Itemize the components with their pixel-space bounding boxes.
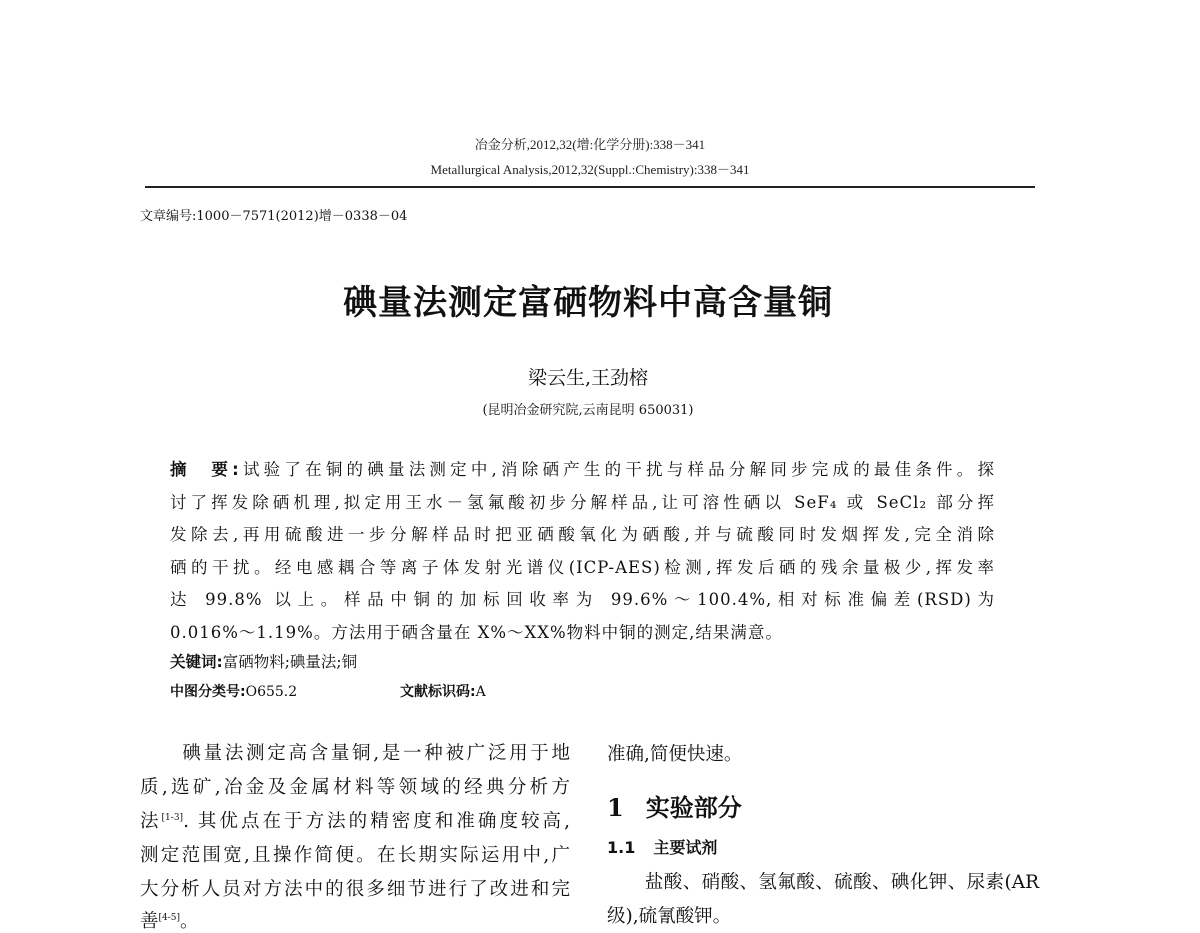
paper-title: 碘量法测定富硒物料中高含量铜 bbox=[343, 283, 833, 323]
citation-ref: [1-3] bbox=[161, 812, 184, 823]
document-code: 文献标识码:A bbox=[400, 684, 486, 700]
header-rule bbox=[145, 186, 1035, 188]
body-line: 法[1-3]. 其优点在于方法的精密度和准确度较高, bbox=[140, 811, 570, 832]
abstract-line: 硒的干扰。经电感耦合等离子体发射光谱仪(ICP-AES)检测,挥发后硒的残余量极少,挥发率 bbox=[170, 558, 995, 577]
body-line: 质,选矿,冶金及金属材料等领域的经典分析方 bbox=[140, 777, 570, 798]
affiliation: (昆明冶金研究院,云南昆明 650031) bbox=[482, 403, 694, 418]
abstract-line: 发除去,再用硫酸进一步分解样品时把亚硒酸氧化为硒酸,并与硫酸同时发烟挥发,完全消除 bbox=[170, 525, 995, 544]
body-line: 准确,简便快速。 bbox=[607, 744, 743, 765]
abstract-line: 达 99.8% 以上。样品中铜的加标回收率为 99.6%～100.4%,相对标准偏差(RSD)为 bbox=[170, 590, 995, 609]
abstract-label: 摘 要: bbox=[170, 460, 240, 479]
article-number: 文章编号:1000－7571(2012)增－0338－04 bbox=[140, 209, 408, 224]
body-line: 盐酸、硝酸、氢氟酸、硫酸、碘化钾、尿素(AR bbox=[607, 872, 1039, 893]
section-heading: 1 实验部分 bbox=[607, 793, 742, 822]
classification-number: 中图分类号:O655.2 bbox=[170, 684, 298, 700]
abstract-line: 讨了挥发除硒机理,拟定用王水－氢氟酸初步分解样品,让可溶性硒以 SeF₄ 或 SeCl₂ 部分挥 bbox=[170, 493, 995, 512]
journal-citation-en: Metallurgical Analysis,2012,32(Suppl.:Chemistry):338－341 bbox=[430, 162, 750, 177]
body-line: 碘量法测定高含量铜,是一种被广泛用于地 bbox=[140, 743, 570, 764]
body-line: 测定范围宽,且操作简便。在长期实际运用中,广 bbox=[140, 845, 570, 866]
abstract-line: 摘 要:试验了在铜的碘量法测定中,消除硒产生的干扰与样品分解同步完成的最佳条件。探 bbox=[170, 460, 995, 479]
authors: 梁云生,王劲榕 bbox=[527, 367, 649, 389]
abstract-line: 0.016%～1.19%。方法用于硒含量在 X%～XX%物料中铜的测定,结果满意。 bbox=[170, 623, 783, 642]
subsection-heading: 1.1 主要试剂 bbox=[607, 838, 718, 857]
citation-ref: [4-5] bbox=[158, 912, 181, 923]
body-line: 级),硫氰酸钾。 bbox=[607, 906, 732, 927]
journal-citation-cn: 冶金分析,2012,32(增:化学分册):338－341 bbox=[474, 137, 706, 152]
keywords: 关键词:富硒物料;碘量法;铜 bbox=[170, 653, 358, 671]
body-line: 善[4-5]。 bbox=[140, 911, 199, 932]
body-line: 大分析人员对方法中的很多细节进行了改进和完 bbox=[140, 879, 570, 900]
